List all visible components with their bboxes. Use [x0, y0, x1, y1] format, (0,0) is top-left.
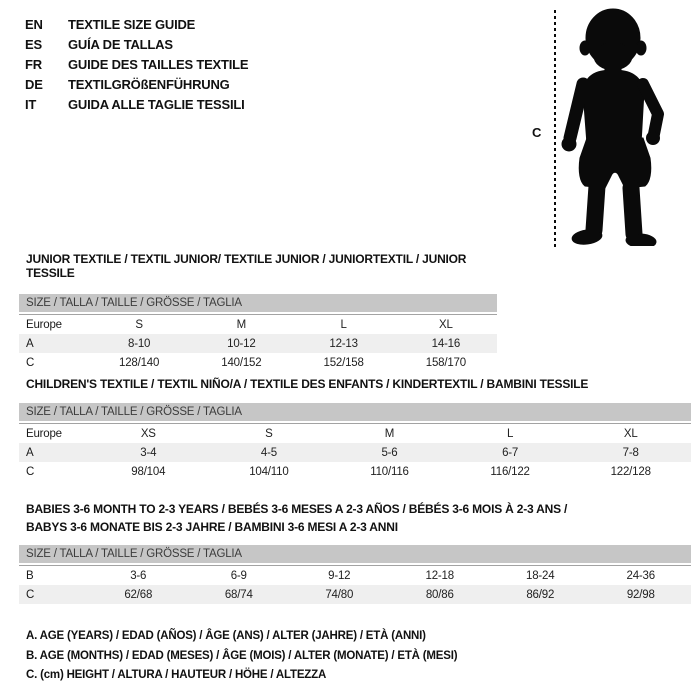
- language-title: TEXTILGRÖßENFÜHRUNG: [68, 77, 230, 92]
- size-cell: 158/170: [425, 356, 466, 369]
- row-label: Europe: [26, 318, 62, 331]
- row-label: C: [26, 465, 35, 478]
- language-row-fr: [25, 55, 248, 75]
- footnote-b: B. AGE (MONTHS) / EDAD (MESES) / ÂGE (MOIS) / ALTER (MONATE) / ETÀ (MESI): [26, 649, 458, 662]
- babies-table-title-line1: BABIES 3-6 MONTH TO 2-3 YEARS / BEBÉS 3-6 MESES A 2-3 AÑOS / BÉBÉS 3-6 MOIS À 2-3 ANS /: [26, 502, 568, 516]
- childrens-textile-section: [19, 377, 691, 481]
- footnotes: [26, 627, 457, 686]
- size-cell: 3-4: [140, 446, 157, 459]
- size-cell: M: [384, 427, 395, 440]
- junior-size-header-bar: SIZE / TALLA / TAILLE / GRÖSSE / TAGLIA: [19, 294, 497, 312]
- language-row-it: [25, 95, 248, 115]
- size-cell: 92/98: [626, 588, 655, 601]
- language-code: IT: [25, 97, 37, 112]
- language-code: DE: [25, 77, 43, 92]
- junior-table-title-wrap: [19, 252, 497, 280]
- size-cell: XL: [623, 427, 638, 440]
- table-row: [19, 353, 497, 372]
- size-cell: XL: [439, 318, 453, 331]
- size-cell: 10-12: [227, 337, 256, 350]
- size-cell: L: [506, 427, 514, 440]
- size-cell: 6-7: [502, 446, 519, 459]
- babies-textile-section: [19, 500, 691, 604]
- size-cell: 140/152: [221, 356, 262, 369]
- size-cell: 12-13: [329, 337, 358, 350]
- babies-size-header-bar: SIZE / TALLA / TAILLE / GRÖSSE / TAGLIA: [19, 545, 691, 563]
- row-label: A: [26, 446, 34, 459]
- language-code: EN: [25, 17, 43, 32]
- language-title: TEXTILE SIZE GUIDE: [68, 17, 196, 32]
- childrens-size-table: [19, 423, 691, 481]
- table-row: [19, 443, 691, 462]
- language-title: GUIDE DES TAILLES TEXTILE: [68, 57, 249, 72]
- size-cell: 8-10: [128, 337, 151, 350]
- size-cell: 98/104: [131, 465, 166, 478]
- figure-measure-label: C: [532, 125, 542, 140]
- size-cell: 14-16: [431, 337, 461, 350]
- size-cell: 110/116: [370, 465, 409, 478]
- childrens-table-title-wrap: [19, 377, 691, 391]
- size-cell: 128/140: [119, 356, 160, 369]
- height-measure-dashed-line: [554, 10, 556, 248]
- size-cell: 5-6: [381, 446, 398, 459]
- size-cell: 7-8: [622, 446, 639, 459]
- size-cell: 62/68: [124, 588, 153, 601]
- language-title: GUÍA DE TALLAS: [68, 37, 173, 52]
- language-code: ES: [25, 37, 42, 52]
- size-cell: 18-24: [526, 569, 555, 582]
- size-cell: S: [135, 318, 143, 331]
- size-cell: 152/158: [323, 356, 364, 369]
- language-row-en: [25, 15, 248, 35]
- size-cell: M: [236, 318, 247, 331]
- toddler-silhouette-image: [560, 6, 692, 246]
- row-label: C: [26, 588, 35, 601]
- language-title: GUIDA ALLE TAGLIE TESSILI: [68, 97, 245, 112]
- size-cell: S: [265, 427, 273, 440]
- babies-size-table: [19, 565, 691, 604]
- table-row: [19, 566, 691, 586]
- table-row: [19, 462, 691, 481]
- table-row: [19, 585, 691, 604]
- junior-textile-section: [19, 252, 497, 372]
- junior-size-table: [19, 314, 497, 372]
- size-cell: XS: [140, 427, 156, 440]
- babies-table-title-wrap: [19, 500, 691, 536]
- footnote-c: C. (cm) HEIGHT / ALTURA / HAUTEUR / HÖHE / ALTEZZA: [26, 669, 327, 681]
- size-cell: 24-36: [626, 569, 655, 582]
- row-label: Europe: [26, 427, 62, 440]
- babies-table-title-line2: BABYS 3-6 MONATE BIS 2-3 JAHRE / BAMBINI 3-6 MESI A 2-3 ANNI: [26, 520, 398, 534]
- size-cell: 86/92: [526, 588, 555, 601]
- footnote-a: A. AGE (YEARS) / EDAD (AÑOS) / ÂGE (ANS) / ALTER (JAHRE) / ETÀ (ANNI): [26, 630, 426, 642]
- table-row: [19, 424, 691, 444]
- table-row: [19, 334, 497, 353]
- language-row-de: [25, 75, 248, 95]
- size-cell: L: [340, 318, 347, 331]
- size-cell: 12-18: [425, 569, 454, 582]
- size-cell: 6-9: [230, 569, 247, 582]
- row-label: A: [26, 337, 34, 350]
- language-row-es: [25, 35, 248, 55]
- size-cell: 122/128: [610, 465, 651, 478]
- junior-table-title: JUNIOR TEXTILE / TEXTIL JUNIOR/ TEXTILE JUNIOR / JUNIORTEXTIL / JUNIOR TESSILE: [26, 252, 467, 280]
- size-cell: 3-6: [130, 569, 147, 582]
- childrens-size-header-bar: SIZE / TALLA / TAILLE / GRÖSSE / TAGLIA: [19, 403, 691, 421]
- size-cell: 116/122: [490, 465, 530, 478]
- row-label: C: [26, 356, 35, 369]
- table-row: [19, 315, 497, 335]
- size-cell: 9-12: [328, 569, 351, 582]
- size-cell: 104/110: [249, 465, 289, 478]
- row-label: B: [26, 569, 34, 582]
- language-list: [25, 15, 248, 115]
- size-cell: 68/74: [224, 588, 253, 601]
- size-cell: 80/86: [425, 588, 454, 601]
- size-cell: 4-5: [260, 446, 277, 459]
- language-code: FR: [25, 57, 42, 72]
- size-cell: 74/80: [325, 588, 354, 601]
- childrens-table-title: CHILDREN'S TEXTILE / TEXTIL NIÑO/A / TEXTILE DES ENFANTS / KINDERTEXTIL / BAMBINI TESSILE: [26, 377, 589, 391]
